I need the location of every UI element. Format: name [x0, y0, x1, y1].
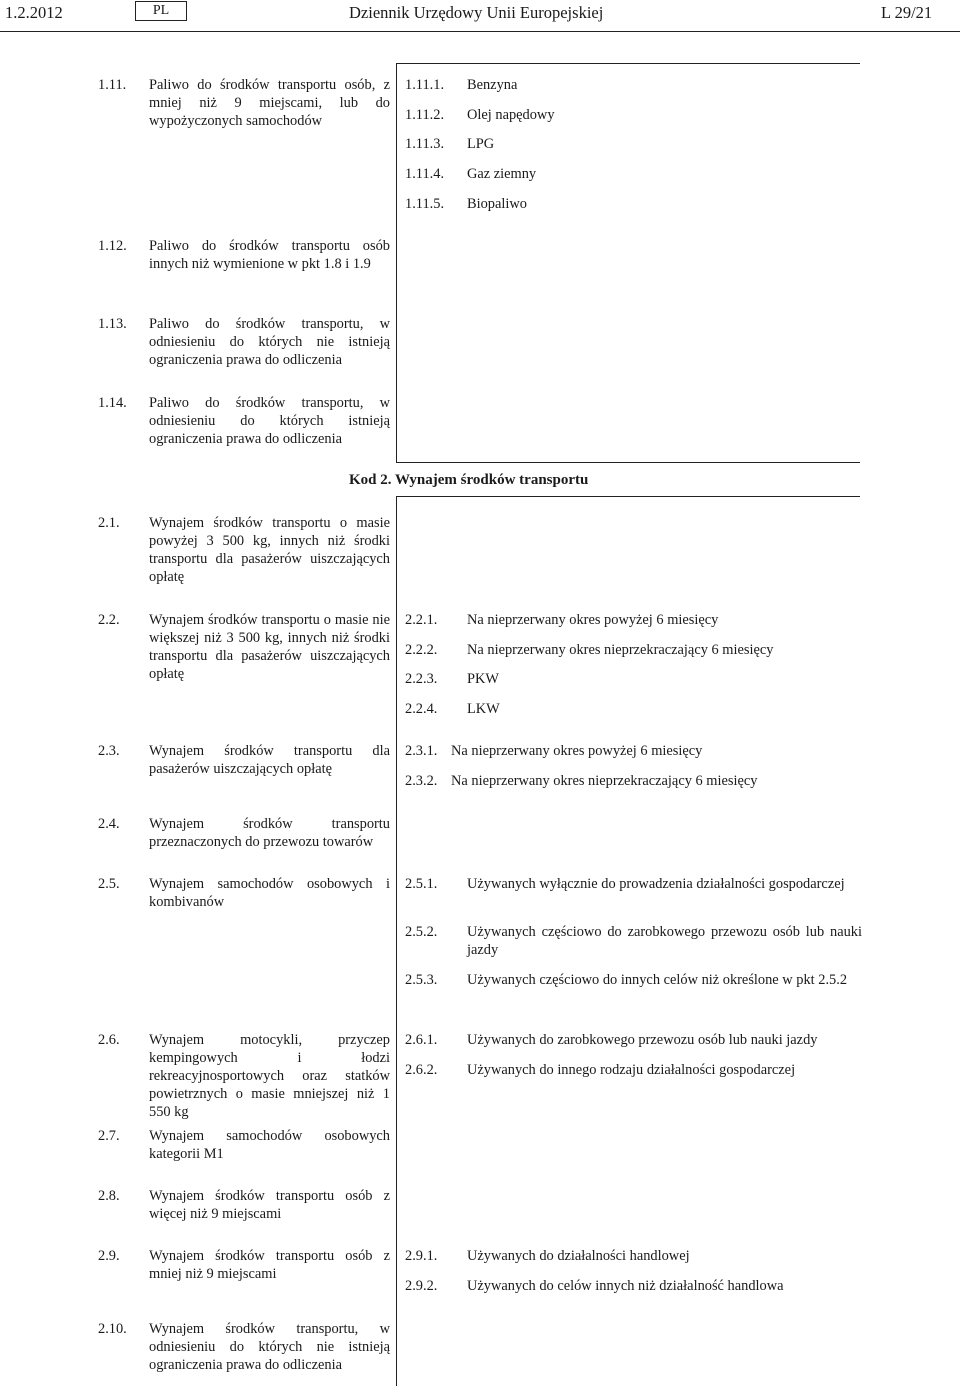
row-number: 1.12. [98, 238, 127, 254]
sub-row-number: 2.2.3. [405, 671, 438, 687]
sub-row-text: Używanych do działalności handlowej [467, 1248, 690, 1264]
page-number: L 29/21 [881, 3, 933, 22]
row-number: 2.9. [98, 1248, 120, 1264]
sub-row-text: Na nieprzerwany okres nieprzekraczający 6 miesięcy [467, 642, 774, 658]
row-description: Wynajem środków transportu o masie powyżej 3 500 kg, innych niż środki transportu dla pasażerów uiszczających opłatę [149, 515, 390, 585]
row-description: Wynajem środków transportu osób z mniej niż 9 miejscami [149, 1248, 390, 1282]
row-number: 1.13. [98, 316, 127, 332]
sub-row-text: PKW [467, 671, 499, 687]
sub-row-text: Używanych do innego rodzaju działalności gospodarczej [467, 1062, 796, 1078]
header-rule [0, 31, 960, 32]
sub-row-number: 2.3.2. [405, 773, 438, 789]
sub-row-text: Olej napędowy [467, 107, 555, 123]
sub-row-text: Używanych do celów innych niż działalność handlowa [467, 1278, 784, 1294]
row-number: 2.4. [98, 816, 120, 832]
sub-row-text: Używanych wyłącznie do prowadzenia działalności gospodarczej [467, 876, 845, 892]
row-number: 2.3. [98, 743, 120, 759]
sub-row-number: 2.2.2. [405, 642, 438, 658]
row-number: 2.2. [98, 612, 120, 628]
column-divider-bottom [396, 496, 397, 1386]
sub-row-number: 2.9.1. [405, 1248, 438, 1264]
row-description: Paliwo do środków transportu osób, z mniej niż 9 miejscami, lub do wypożyczonych samochodów [149, 77, 390, 129]
row-description: Wynajem środków transportu, w odniesieniu do których nie istnieją ograniczenia prawa do odliczenia [149, 1321, 390, 1373]
header-date: 1.2.2012 [5, 3, 63, 22]
sub-row-text: Używanych częściowo do zarobkowego przewozu osób lub nauki jazdy [467, 924, 862, 958]
row-number: 2.6. [98, 1032, 120, 1048]
sub-row-text: LKW [467, 701, 500, 717]
row-description: Wynajem samochodów osobowych i kombivanów [149, 876, 390, 910]
sub-row-number: 1.11.1. [405, 77, 445, 93]
row-number: 2.8. [98, 1188, 120, 1204]
sub-row-text: Gaz ziemny [467, 166, 537, 182]
sub-row-text: Używanych częściowo do innych celów niż określone w pkt 2.5.2 [467, 972, 848, 988]
sub-row-number: 2.5.2. [405, 924, 438, 940]
sub-row-number: 2.2.4. [405, 701, 438, 717]
row-description: Wynajem środków transportu dla pasażerów uiszczających opłatę [149, 743, 390, 777]
sub-row-number: 1.11.2. [405, 107, 445, 123]
sub-row-number: 2.5.3. [405, 972, 438, 988]
sub-row-number: 1.11.4. [405, 166, 445, 182]
table-top-border [396, 63, 860, 64]
sub-row-number: 2.2.1. [405, 612, 438, 628]
row-description: Wynajem środków transportu przeznaczonych do przewozu towarów [149, 816, 390, 850]
row-description: Wynajem motocykli, przyczep kempingowych i łodzi rekreacyjnosportowych oraz statków powietrznych o masie mniejszej niż 1 550 kg [149, 1032, 390, 1120]
sub-row-text: Na nieprzerwany okres powyżej 6 miesięcy [451, 743, 703, 759]
sub-row-number: 2.9.2. [405, 1278, 438, 1294]
section-heading: Kod 2. Wynajem środków transportu [349, 472, 589, 488]
row-number: 1.14. [98, 395, 127, 411]
sub-row-text: Biopaliwo [467, 196, 527, 212]
row-description: Paliwo do środków transportu osób innych niż wymienione w pkt 1.8 i 1.9 [149, 238, 390, 272]
row-description: Wynajem środków transportu o masie nie większej niż 3 500 kg, innych niż środki transportu dla pasażerów uiszczających opłatę [149, 612, 390, 682]
row-description: Paliwo do środków transportu, w odniesieniu do których nie istnieją ograniczenia prawa do odliczenia [149, 316, 390, 368]
language-badge: PL [135, 1, 187, 21]
sub-row-number: 1.11.3. [405, 136, 445, 152]
sub-row-number: 1.11.5. [405, 196, 445, 212]
row-description: Paliwo do środków transportu, w odniesieniu do których istnieją ograniczenia prawa do odliczenia [149, 395, 390, 447]
row-number: 2.1. [98, 515, 120, 531]
sub-row-number: 2.3.1. [405, 743, 438, 759]
column-divider-top [396, 63, 397, 463]
sub-row-text: Używanych do zarobkowego przewozu osób lub nauki jazdy [467, 1032, 818, 1048]
sub-row-text: Benzyna [467, 77, 518, 93]
journal-title: Dziennik Urzędowy Unii Europejskiej [349, 3, 604, 22]
sub-row-number: 2.6.1. [405, 1032, 438, 1048]
row-description: Wynajem środków transportu osób z więcej niż 9 miejscami [149, 1188, 390, 1222]
section-heading-top-border [396, 462, 860, 463]
sub-row-number: 2.6.2. [405, 1062, 438, 1078]
sub-row-text: Na nieprzerwany okres nieprzekraczający 6 miesięcy [451, 773, 758, 789]
row-number: 2.10. [98, 1321, 127, 1337]
sub-row-text: Na nieprzerwany okres powyżej 6 miesięcy [467, 612, 719, 628]
row-number: 2.7. [98, 1128, 120, 1144]
sub-row-number: 2.5.1. [405, 876, 438, 892]
row-description: Wynajem samochodów osobowych kategorii M1 [149, 1128, 390, 1162]
row-number: 1.11. [98, 77, 127, 93]
row-number: 2.5. [98, 876, 120, 892]
section-heading-bottom-border [396, 496, 860, 497]
sub-row-text: LPG [467, 136, 495, 152]
